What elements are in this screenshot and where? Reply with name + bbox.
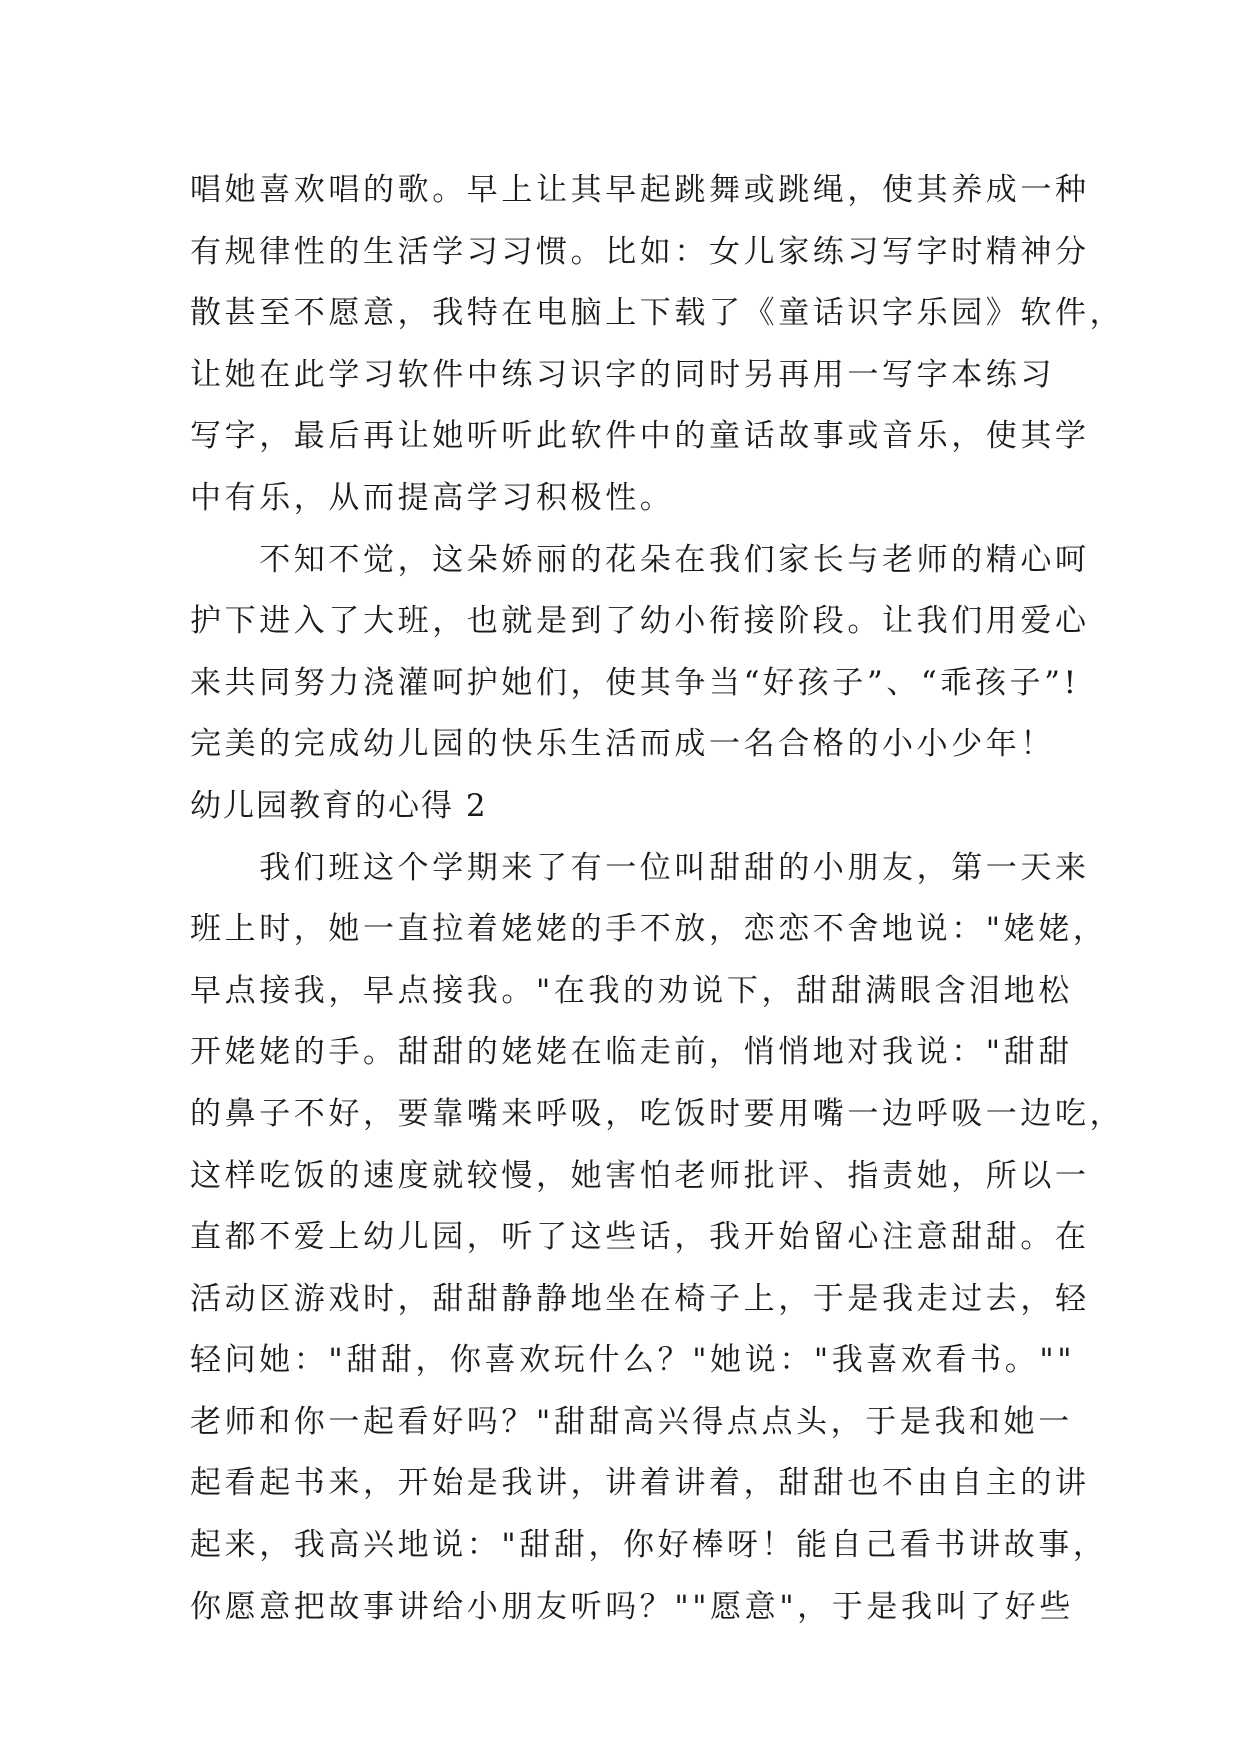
text-line: 写字，最后再让她听听此软件中的童话故事或音乐，使其学 <box>190 418 1090 455</box>
text-line: 活动区游戏时，甜甜静静地坐在椅子上，于是我走过去，轻 <box>190 1280 1090 1317</box>
text-line: 直都不爱上幼儿园，听了这些话，我开始留心注意甜甜。在 <box>190 1219 1090 1256</box>
text-line: 完美的完成幼儿园的快乐生活而成一名合格的小小少年！ <box>190 726 1055 763</box>
text-line: 不知不觉，这朵娇丽的花朵在我们家长与老师的精心呵 <box>190 541 1090 578</box>
text-line: 让她在此学习软件中练习识字的同时另再用一写字本练习 <box>190 356 1055 393</box>
text-line: 中有乐，从而提高学习积极性。 <box>190 479 675 516</box>
text-line: 散甚至不愿意，我特在电脑上下载了《童话识字乐园》软件， <box>190 295 1125 332</box>
text-line: 老师和你一起看好吗？"甜甜高兴得点点头，于是我和她一 <box>190 1403 1073 1440</box>
text-line: 来共同努力浇灌呵护她们，使其争当“好孩子”、“乖孩子”! <box>190 664 1080 701</box>
text-line: 的鼻子不好，要靠嘴来呼吸，吃饭时要用嘴一边呼吸一边吃， <box>190 1095 1125 1132</box>
text-line: 班上时，她一直拉着姥姥的手不放，恋恋不舍地说："姥姥， <box>190 911 1108 948</box>
document-body <box>190 160 1125 1638</box>
text-line: 早点接我，早点接我。"在我的劝说下，甜甜满眼含泪地松 <box>190 972 1073 1009</box>
text-line: 你愿意把故事讲给小朋友听吗？""愿意"，于是我叫了好些 <box>190 1588 1074 1625</box>
text-line: 唱她喜欢唱的歌。早上让其早起跳舞或跳绳，使其养成一种 <box>190 172 1090 208</box>
text-line: 这样吃饭的速度就较慢，她害怕老师批评、指责她，所以一 <box>190 1157 1090 1194</box>
text-line: 有规律性的生活学习习惯。比如：女儿家练习写字时精神分 <box>190 233 1090 270</box>
text-line: 我们班这个学期来了有一位叫甜甜的小朋友，第一天来 <box>190 849 1090 886</box>
text-line: 起看起书来，开始是我讲，讲着讲着，甜甜也不由自主的讲 <box>190 1465 1090 1502</box>
text-line: 起来，我高兴地说："甜甜，你好棒呀！能自己看书讲故事， <box>190 1527 1108 1564</box>
text-line: 开姥姥的手。甜甜的姥姥在临走前，悄悄地对我说："甜甜 <box>190 1034 1073 1071</box>
text-line: 护下进入了大班，也就是到了幼小衔接阶段。让我们用爱心 <box>190 603 1090 640</box>
section-heading: 幼儿园教育的心得 2 <box>190 787 488 824</box>
text-line: 轻问她："甜甜，你喜欢玩什么？"她说："我喜欢看书。"" <box>190 1342 1076 1379</box>
